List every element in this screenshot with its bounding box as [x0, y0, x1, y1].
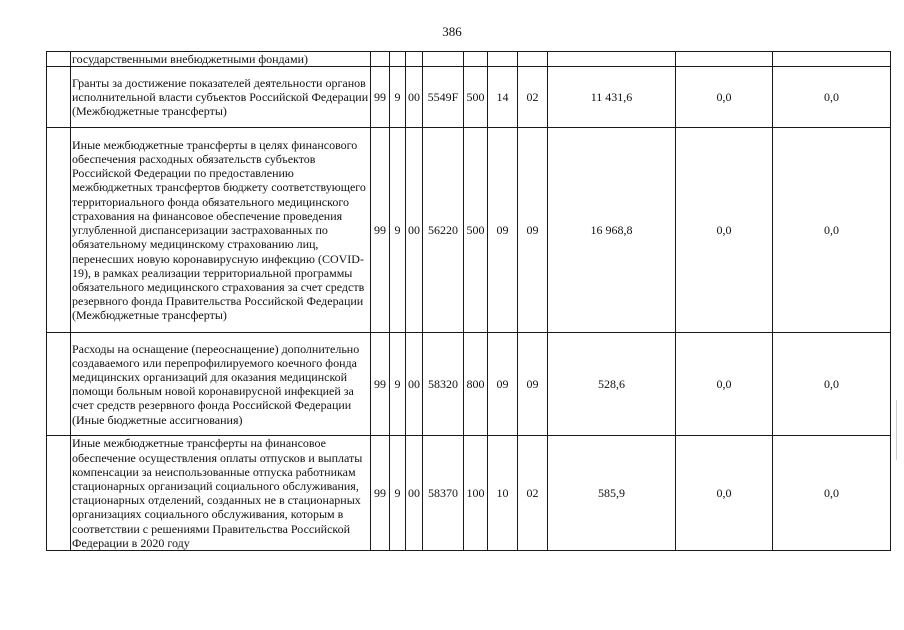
subsection-cell: 09: [518, 128, 548, 333]
amount-2020-cell: 11 431,6: [548, 67, 676, 128]
expense-code-cell: 5549F: [423, 67, 464, 128]
section-cell: 10: [488, 436, 518, 551]
amount-2020-cell: [548, 52, 676, 67]
row-number-cell: [47, 436, 71, 551]
section-cell: [488, 52, 518, 67]
amount-2021-cell: 0,0: [676, 333, 773, 436]
amount-2020-cell: 16 968,8: [548, 128, 676, 333]
table-row: [47, 52, 891, 67]
program-code-cell: 99: [371, 67, 390, 128]
expense-type-cell: 500: [464, 67, 488, 128]
amount-2020-cell: 585,9: [548, 436, 676, 551]
scan-edge-mark: [896, 400, 897, 460]
amount-2022-cell: 0,0: [773, 67, 891, 128]
expense-code-cell: 58370: [423, 436, 464, 551]
amount-2022-cell: 0,0: [773, 436, 891, 551]
expense-type-cell: 100: [464, 436, 488, 551]
direction-code-cell: 00: [406, 333, 423, 436]
table-row: [47, 436, 891, 551]
program-code-cell: [371, 52, 390, 67]
amount-2021-cell: 0,0: [676, 128, 773, 333]
subsection-cell: [518, 52, 548, 67]
section-cell: 09: [488, 333, 518, 436]
description-cell: государственными внебюджетными фондами): [71, 52, 371, 67]
expense-code-cell: [423, 52, 464, 67]
table-row: [47, 333, 891, 436]
expense-type-cell: 500: [464, 128, 488, 333]
subsection-cell: 02: [518, 436, 548, 551]
table-body: [47, 52, 891, 551]
row-number-cell: [47, 52, 71, 67]
description-cell: Иные межбюджетные трансферты в целях финансового обеспечения расходных обязательств субъектов Российской Федерации по предоставлению межбюджетных трансфертов бюджету соответствующего территориального фонда обязательного медицинского страхования на финансовое обеспечение проведения углубленной диспансеризации застрахованных по обязательному медицинскому страхованию лиц, перенесших новую коронавирусную инфекцию (COVID-19), в рамках реализации территориальной программы обязательного медицинского страхования за счет средств резервного фонда Правительства Российской Федерации (Межбюджетные трансферты): [71, 128, 371, 333]
description-cell: Гранты за достижение показателей деятельности органов исполнительной власти субъектов Российской Федерации (Межбюджетные трансферты): [71, 67, 371, 128]
direction-code-cell: 00: [406, 436, 423, 551]
subsection-cell: 02: [518, 67, 548, 128]
expense-code-cell: 58320: [423, 333, 464, 436]
amount-2021-cell: [676, 52, 773, 67]
table-row: [47, 67, 891, 128]
section-cell: 14: [488, 67, 518, 128]
direction-code-cell: 00: [406, 128, 423, 333]
direction-code-cell: 00: [406, 67, 423, 128]
row-number-cell: [47, 67, 71, 128]
program-code-cell: 99: [371, 333, 390, 436]
direction-code-cell: [406, 52, 423, 67]
expense-type-cell: 800: [464, 333, 488, 436]
subprogram-code-cell: 9: [390, 128, 406, 333]
expense-type-cell: [464, 52, 488, 67]
amount-2020-cell: 528,6: [548, 333, 676, 436]
expense-code-cell: 56220: [423, 128, 464, 333]
amount-2022-cell: 0,0: [773, 333, 891, 436]
subprogram-code-cell: 9: [390, 67, 406, 128]
program-code-cell: 99: [371, 436, 390, 551]
section-cell: 09: [488, 128, 518, 333]
subprogram-code-cell: 9: [390, 333, 406, 436]
table-row: [47, 128, 891, 333]
subsection-cell: 09: [518, 333, 548, 436]
description-cell: Иные межбюджетные трансферты на финансовое обеспечение осуществления оплаты отпусков и выплаты компенсации за неиспользованные отпуска работникам стационарных организаций социального обслуживания, стационарных отделений, созданных не в стационарных организациях социального обслуживания, которым в соответствии с решениями Правительства Российской Федерации в 2020 году: [71, 436, 371, 551]
row-number-cell: [47, 333, 71, 436]
amount-2022-cell: [773, 52, 891, 67]
subprogram-code-cell: 9: [390, 436, 406, 551]
amount-2021-cell: 0,0: [676, 436, 773, 551]
subprogram-code-cell: [390, 52, 406, 67]
row-number-cell: [47, 128, 71, 333]
amount-2021-cell: 0,0: [676, 67, 773, 128]
amount-2022-cell: 0,0: [773, 128, 891, 333]
budget-table: [46, 51, 891, 551]
page-number: 386: [442, 24, 462, 39]
program-code-cell: 99: [371, 128, 390, 333]
description-cell: Расходы на оснащение (переоснащение) дополнительно создаваемого или перепрофилируемого коечного фонда медицинских организаций для оказания медицинской помощи больным новой коронавирусной инфекцией за счет средств резервного фонда Российской Федерации (Иные бюджетные ассигнования): [71, 333, 371, 436]
